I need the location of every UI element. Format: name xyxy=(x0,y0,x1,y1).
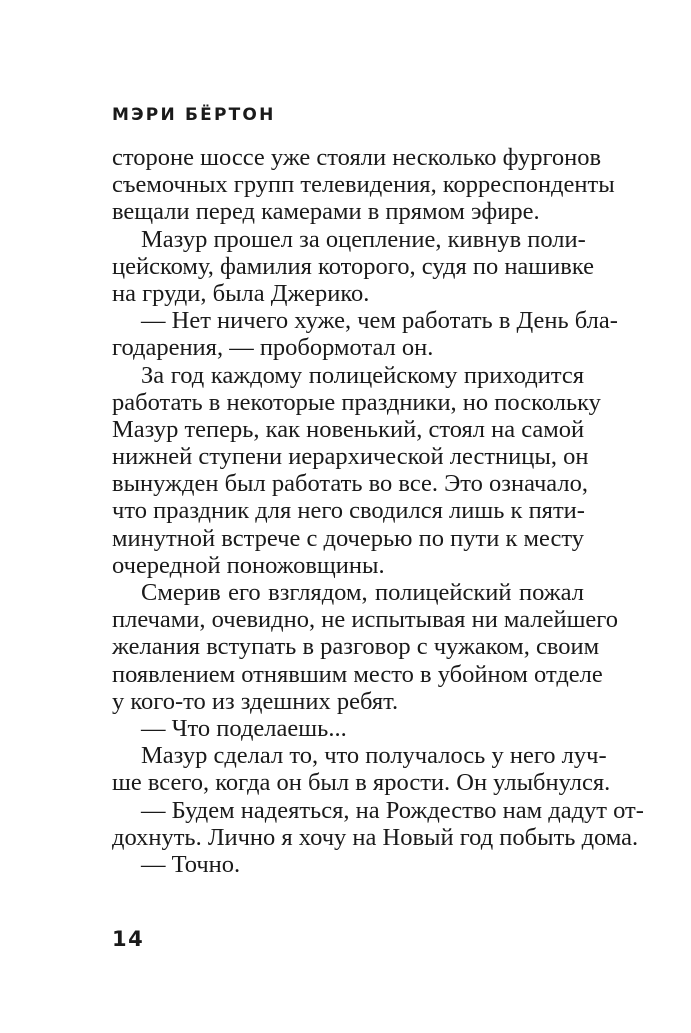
text-line: вещали перед камерами в прямом эфире. xyxy=(112,198,540,226)
text-line: очередной поножовщины. xyxy=(112,551,385,579)
text-line: вынужден был работать во все. Это означало, xyxy=(112,470,588,498)
text-line: стороне шоссе уже стояли несколько фургонов xyxy=(112,144,602,171)
text-line: что праздник для него сводился лишь к пяти- xyxy=(112,497,585,525)
text-line: годарения, — пробормотал он. xyxy=(112,334,434,362)
text-line: Мазур сделал то, что получалось у него луч- xyxy=(141,742,607,770)
text-line: Мазур теперь, как новенький, стоял на самой xyxy=(112,415,585,443)
text-line: ше всего, когда он был в ярости. Он улыбнулся. xyxy=(112,769,611,797)
text-line: За год каждому полицейскому приходится xyxy=(141,361,584,389)
text-line: на груди, была Джерико. xyxy=(112,279,370,307)
text-line: минутной встрече с дочерью по пути к месту xyxy=(112,524,584,552)
text-line: желания вступать в разговор с чужаком, своим xyxy=(112,633,600,661)
text-line: — Будем надеяться, на Рождество нам дадут от- xyxy=(141,796,644,824)
text-line: появлением отнявшим место в убойном отделе xyxy=(112,660,603,688)
text-line: плечами, очевидно, не испытывая ни малейшего xyxy=(112,606,618,634)
text-line: Мазур прошел за оцепление, кивнув поли- xyxy=(141,225,586,253)
text-line: нижней ступени иерархической лестницы, он xyxy=(112,443,589,471)
text-line: съемочных групп телевидения, корреспонденты xyxy=(112,171,615,199)
text-line: — Нет ничего хуже, чем работать в День бла- xyxy=(141,307,618,335)
text-line: дохнуть. Лично я хочу на Новый год побыть дома. xyxy=(112,823,639,851)
text-line: — Что поделаешь... xyxy=(141,714,347,742)
text-line: Смерив его взглядом, полицейский пожал xyxy=(141,579,584,606)
text-line: у кого-то из здешних ребят. xyxy=(112,687,399,715)
running-head-author: МЭРИ БЁРТОН xyxy=(112,105,276,125)
page-number: 14 xyxy=(112,927,145,951)
text-line: работать в некоторые праздники, но поскольку xyxy=(112,388,601,416)
text-line: — Точно. xyxy=(141,850,241,878)
text-line: цейскому, фамилия которого, судя по нашивке xyxy=(112,252,595,280)
body-text xyxy=(112,144,644,878)
